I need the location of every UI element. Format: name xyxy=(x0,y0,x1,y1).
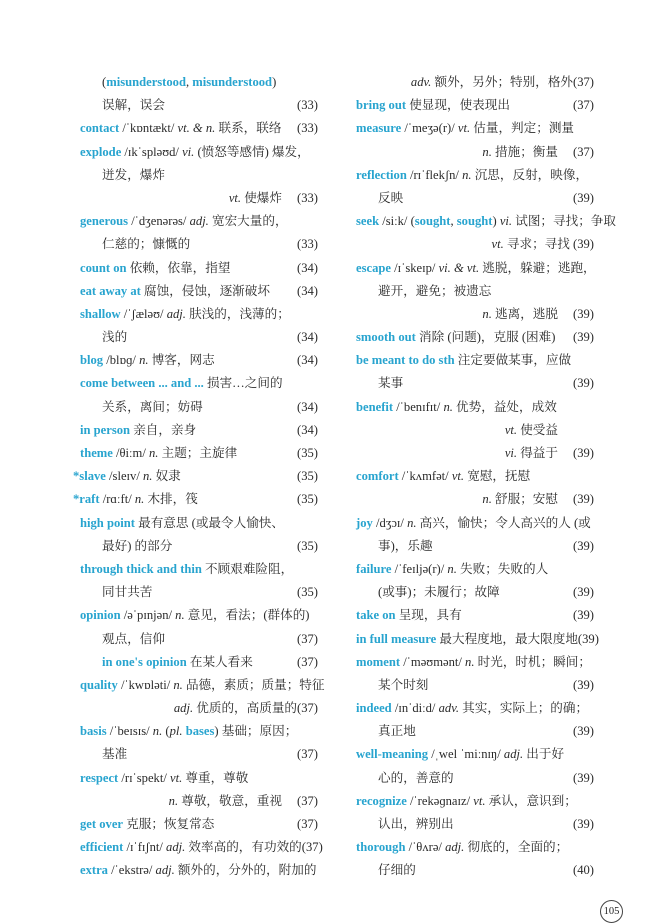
definition-text: , xyxy=(185,75,193,89)
part-of-speech: vt. xyxy=(504,422,518,437)
vocab-line xyxy=(80,257,318,280)
part-of-speech: vi. xyxy=(182,144,195,159)
definition-text: 呈现，具有 xyxy=(395,608,462,623)
definition-text: (或事)；未履行；故障 xyxy=(378,585,500,600)
definition-text: 最好) 的部分 xyxy=(102,538,173,553)
definition-text: /ˈfeɪljə(r)/ xyxy=(391,561,448,576)
definition-text: 优质的，高质量的 xyxy=(193,701,298,716)
unit-page-ref: (39) xyxy=(573,608,594,623)
vocab-line xyxy=(80,790,318,813)
headword: take on xyxy=(356,608,396,623)
headword: extra xyxy=(80,863,108,878)
definition-text: 宽宏大量的， xyxy=(208,214,288,229)
definition-text: 估量，判定；测量 xyxy=(470,121,575,136)
part-of-speech: vi. xyxy=(504,446,518,460)
definition-text: ) xyxy=(272,75,277,89)
definition-text: /ɪnˈdiːd/ xyxy=(391,701,439,716)
part-of-speech: n. xyxy=(142,469,153,484)
headword: sought xyxy=(414,214,451,229)
part-of-speech: pl. xyxy=(169,724,183,739)
headword: *raft xyxy=(73,492,100,507)
definition-text: 出于好 xyxy=(523,747,565,762)
unit-page-ref: (34) xyxy=(297,399,318,414)
vocabulary-column-right xyxy=(356,71,616,883)
headword: comfort xyxy=(356,469,399,484)
definition-text: 意见，看法；(群体的) xyxy=(184,608,310,623)
vocab-line xyxy=(356,233,594,256)
headword: generous xyxy=(80,214,129,229)
headword: failure xyxy=(356,561,392,576)
headword: misunderstood xyxy=(192,75,273,89)
definition-text: 浅的 xyxy=(102,330,128,345)
definition-text: 高兴，愉快；令人高兴的人 (或 xyxy=(416,515,591,530)
vocab-line xyxy=(80,743,318,766)
part-of-speech: n. xyxy=(482,492,492,507)
unit-page-ref: (34) xyxy=(297,353,318,368)
unit-page-ref: (35) xyxy=(297,585,318,600)
headword: quality xyxy=(80,677,118,692)
definition-text: /rɪˈspekt/ xyxy=(118,770,170,785)
part-of-speech: n. xyxy=(149,446,159,460)
part-of-speech: n. xyxy=(407,515,417,530)
headword: in one's opinion xyxy=(102,654,187,669)
vocab-line xyxy=(356,71,594,94)
definition-text: 博客，网志 xyxy=(148,353,215,368)
vocab-line xyxy=(356,628,599,651)
definition-text: /əˈpɪnjən/ xyxy=(120,608,176,623)
vocab-line xyxy=(80,697,318,720)
unit-page-ref: (35) xyxy=(297,469,318,484)
vocab-line xyxy=(356,697,594,720)
vocab-line xyxy=(80,512,318,535)
unit-page-ref: (39) xyxy=(573,446,594,460)
unit-page-ref: (37) xyxy=(301,840,323,855)
part-of-speech: adj. xyxy=(166,306,186,321)
vocab-line xyxy=(80,141,318,164)
vocab-line xyxy=(356,187,594,210)
definition-text: 承认，意识到； xyxy=(485,793,577,808)
vocab-line xyxy=(356,720,594,743)
part-of-speech: adv. xyxy=(410,75,432,89)
vocab-line xyxy=(356,280,594,303)
definition-text: 尊重，尊敬 xyxy=(182,770,249,785)
headword: misunderstood xyxy=(106,75,186,89)
definition-text: 寻求；寻找 xyxy=(503,237,574,252)
headword: sought xyxy=(456,214,493,229)
headword: moment xyxy=(356,654,401,669)
vocab-line xyxy=(80,396,318,419)
unit-page-ref: (39) xyxy=(573,538,594,553)
unit-page-ref: (33) xyxy=(297,121,318,136)
vocab-line xyxy=(80,419,318,442)
headword: in full measure xyxy=(356,631,437,646)
definition-text: 关系，离间；妨碍 xyxy=(102,399,203,414)
definition-text: 事)，乐趣 xyxy=(378,538,433,553)
headword: efficient xyxy=(80,840,124,855)
vocab-line xyxy=(356,581,594,604)
definition-text: /blɒɡ/ xyxy=(103,353,140,368)
definition-text: /ɪˈskeɪp/ xyxy=(390,260,439,275)
unit-page-ref: (39) xyxy=(573,306,594,321)
definition-text: /sleɪv/ xyxy=(105,469,143,484)
unit-page-ref: (33) xyxy=(297,98,318,113)
vocab-line xyxy=(80,280,318,303)
unit-page-ref: (37) xyxy=(297,817,318,831)
definition-text: /ˈmeʒə(r)/ xyxy=(401,121,458,136)
vocab-line xyxy=(80,767,318,790)
headword: basis xyxy=(80,724,107,739)
vocab-line xyxy=(356,604,594,627)
vocab-line xyxy=(356,326,594,349)
definition-text: 联系，联络 xyxy=(215,121,282,136)
unit-page-ref: (35) xyxy=(297,538,318,553)
definition-text: 仔细的 xyxy=(378,863,416,878)
headword: bring out xyxy=(356,98,407,113)
unit-page-ref: (39) xyxy=(577,631,599,646)
vocab-line xyxy=(356,674,594,697)
headword: eat away at xyxy=(80,283,141,298)
definition-text: 措施；衡量 xyxy=(491,144,558,159)
part-of-speech: vt. & n. xyxy=(177,121,216,136)
vocab-line xyxy=(80,836,323,859)
headword: well-meaning xyxy=(356,747,429,762)
headword: thorough xyxy=(356,840,406,855)
unit-page-ref: (39) xyxy=(573,770,594,785)
vocab-line xyxy=(80,71,318,94)
unit-page-ref: (37) xyxy=(297,654,318,669)
definition-text: /ˈʃæləʊ/ xyxy=(120,306,167,321)
unit-page-ref: (39) xyxy=(573,330,594,345)
vocab-line xyxy=(80,651,318,674)
vocab-line xyxy=(80,303,318,326)
unit-page-ref: (39) xyxy=(573,237,594,252)
vocab-line xyxy=(80,604,318,627)
page-number: 105 xyxy=(600,900,623,923)
vocab-line xyxy=(80,164,318,187)
definition-text: /ˈekstrə/ xyxy=(107,863,156,878)
headword: count on xyxy=(80,260,127,275)
part-of-speech: n. xyxy=(175,608,185,623)
headword: in person xyxy=(80,422,131,437)
part-of-speech: vi. xyxy=(499,214,513,229)
headword: explode xyxy=(80,144,122,159)
unit-page-ref: (34) xyxy=(297,422,318,437)
unit-page-ref: (35) xyxy=(297,446,318,460)
definition-text: 某事 xyxy=(378,376,404,391)
definition-text: /rɑːft/ xyxy=(99,492,135,507)
definition-text: 品德，素质；质量；特征 xyxy=(182,677,325,692)
definition-text: ( xyxy=(102,75,107,89)
headword: measure xyxy=(356,121,402,136)
vocab-line xyxy=(356,164,594,187)
vocab-line xyxy=(356,257,594,280)
headword: blog xyxy=(80,353,104,368)
unit-page-ref: (34) xyxy=(297,330,318,345)
definition-text: 注定要做某事，应做 xyxy=(454,353,572,368)
vocab-line xyxy=(356,303,594,326)
unit-page-ref: (37) xyxy=(297,701,318,716)
vocab-line xyxy=(356,141,594,164)
part-of-speech: vt. xyxy=(451,469,465,484)
part-of-speech: adj. xyxy=(503,747,524,762)
unit-page-ref: (39) xyxy=(573,376,594,391)
part-of-speech: n. xyxy=(443,399,453,414)
definition-text: 彻底的，全面的； xyxy=(464,840,569,855)
definition-text: 试图；寻找；争取 xyxy=(512,214,616,229)
definition-text: 使显现，使表现出 xyxy=(406,98,510,113)
definition-text: 宽慰，抚慰 xyxy=(464,469,531,484)
vocab-line xyxy=(356,813,594,836)
vocab-line xyxy=(356,535,594,558)
definition-text: 某个时刻 xyxy=(378,677,429,692)
definition-text: 肤浅的，浅薄的； xyxy=(185,306,290,321)
part-of-speech: adj. xyxy=(166,840,186,855)
vocab-line xyxy=(80,558,318,581)
definition-text: 不顾艰难险阻， xyxy=(201,561,294,576)
headword: smooth out xyxy=(356,330,416,345)
definition-text: 认出，辨别出 xyxy=(378,817,454,831)
part-of-speech: n. xyxy=(482,306,492,321)
definition-text: 主题；主旋律 xyxy=(158,446,238,460)
definition-text: 奴隶 xyxy=(152,469,181,484)
unit-page-ref: (40) xyxy=(573,863,594,878)
vocab-line xyxy=(80,720,318,743)
headword: escape xyxy=(356,260,391,275)
unit-page-ref: (37) xyxy=(297,631,318,646)
unit-page-ref: (34) xyxy=(297,283,318,298)
part-of-speech: n. xyxy=(447,561,457,576)
definition-text: /ˈkwɒləti/ xyxy=(117,677,174,692)
definition-text: 克服；恢复常态 xyxy=(123,817,215,831)
headword: get over xyxy=(80,817,124,831)
unit-page-ref: (33) xyxy=(297,190,318,205)
definition-text: 真正地 xyxy=(378,724,416,739)
vocab-line xyxy=(356,349,594,372)
vocab-line xyxy=(356,117,594,140)
part-of-speech: vt. xyxy=(170,770,183,785)
vocab-line xyxy=(80,535,318,558)
part-of-speech: n. xyxy=(173,677,183,692)
unit-page-ref: (37) xyxy=(573,144,594,159)
vocab-line xyxy=(80,813,318,836)
headword: come between ... and ... xyxy=(80,376,204,391)
vocab-line xyxy=(356,465,594,488)
part-of-speech: n. xyxy=(152,724,163,739)
vocab-line xyxy=(80,628,318,651)
vocab-line xyxy=(356,859,594,882)
definition-text: 额外的，分外的，附加的 xyxy=(174,863,317,878)
definition-text: /ˈrekəɡnaɪz/ xyxy=(406,793,474,808)
vocab-line xyxy=(80,581,318,604)
definition-text: /siːk/ ( xyxy=(379,214,415,229)
definition-text: ) xyxy=(492,214,500,229)
vocab-line xyxy=(356,651,594,674)
headword: opinion xyxy=(80,608,121,623)
part-of-speech: vt. xyxy=(491,237,504,252)
unit-page-ref: (37) xyxy=(297,747,318,762)
part-of-speech: n. xyxy=(139,353,149,368)
definition-text: 基准 xyxy=(102,747,128,762)
headword: shallow xyxy=(80,306,121,321)
part-of-speech: n. xyxy=(465,654,475,669)
definition-text: 避开，避免；被遗忘 xyxy=(378,283,492,298)
unit-page-ref: (33) xyxy=(297,237,318,252)
definition-text: 使受益 xyxy=(517,422,571,437)
headword: bases xyxy=(185,724,215,739)
headword: benefit xyxy=(356,399,394,414)
vocab-line xyxy=(356,442,594,465)
definition-text: 依赖，依靠，指望 xyxy=(126,260,231,275)
vocab-line xyxy=(80,674,325,697)
unit-page-ref: (37) xyxy=(297,793,318,808)
part-of-speech: vt. xyxy=(228,190,242,205)
definition-text: (愤怒等感情) 爆发， xyxy=(194,144,310,159)
part-of-speech: adj. xyxy=(155,863,175,878)
definition-text: 误解，误会 xyxy=(102,98,165,113)
vocab-line xyxy=(80,442,318,465)
vocab-line xyxy=(80,94,318,117)
definition-text: 腐蚀，侵蚀，逐渐破坏 xyxy=(140,283,270,298)
headword: seek xyxy=(356,214,380,229)
unit-page-ref: (37) xyxy=(573,98,594,113)
definition-text: /ɪkˈspləʊd/ xyxy=(121,144,183,159)
unit-page-ref: (39) xyxy=(573,724,594,739)
definition-text: /ɪˈfɪʃnt/ xyxy=(123,840,167,855)
headword: recognize xyxy=(356,793,407,808)
unit-page-ref: (39) xyxy=(573,585,594,600)
definition-text: /θiːm/ xyxy=(112,446,149,460)
part-of-speech: adj. xyxy=(173,701,194,716)
headword: joy xyxy=(356,515,373,530)
vocab-line xyxy=(80,859,318,882)
definition-text: /ˈməʊmənt/ xyxy=(400,654,466,669)
vocab-line xyxy=(356,558,594,581)
unit-page-ref: (37) xyxy=(573,75,594,89)
unit-page-ref: (39) xyxy=(573,190,594,205)
vocab-line xyxy=(80,187,318,210)
definition-text: 失败；失败的人 xyxy=(456,561,549,576)
definition-text: 逃脱，躲避；逃跑， xyxy=(479,260,596,275)
definition-text: 时光，时机；瞬间； xyxy=(474,654,591,669)
headword: indeed xyxy=(356,701,392,716)
vocab-line xyxy=(356,419,594,442)
part-of-speech: vt. xyxy=(473,793,486,808)
unit-page-ref: (39) xyxy=(573,677,594,692)
unit-page-ref: (35) xyxy=(297,492,318,507)
vocab-line xyxy=(356,210,616,233)
headword: respect xyxy=(80,770,119,785)
definition-text: 亲自，亲身 xyxy=(130,422,197,437)
headword: theme xyxy=(80,446,113,460)
definition-text: 反映 xyxy=(378,190,404,205)
definition-text: /ˈθʌrə/ xyxy=(405,840,446,855)
vocab-line xyxy=(356,94,594,117)
definition-text: 使爆炸 xyxy=(241,190,282,205)
definition-text: 效率高的，有功效的 xyxy=(185,840,302,855)
vocabulary-column-left xyxy=(73,71,325,883)
definition-text: 木排，筏 xyxy=(144,492,198,507)
vocab-line xyxy=(80,326,318,349)
definition-text: /ˈdʒenərəs/ xyxy=(128,214,190,229)
part-of-speech: n. xyxy=(134,492,145,507)
definition-text: 逃离，逃脱 xyxy=(491,306,558,321)
headword: contact xyxy=(80,121,120,136)
part-of-speech: n. xyxy=(462,167,472,182)
definition-text: /ˈbenɪfɪt/ xyxy=(393,399,444,414)
definition-text: , xyxy=(450,214,457,229)
definition-text: ( xyxy=(162,724,170,739)
headword: be meant to do sth xyxy=(356,353,455,368)
definition-text: 同甘共苦 xyxy=(102,585,153,600)
vocab-line xyxy=(356,488,594,511)
definition-text: /ˌwel ˈmiːnɪŋ/ xyxy=(428,747,504,762)
part-of-speech: adv. xyxy=(438,701,459,716)
definition-text: 仁慈的；慷慨的 xyxy=(102,237,191,252)
vocab-line xyxy=(356,372,594,395)
unit-page-ref: (39) xyxy=(573,492,594,507)
vocab-line xyxy=(73,465,318,488)
part-of-speech: vt. xyxy=(457,121,471,136)
definition-text: /ˈbeɪsɪs/ xyxy=(106,724,153,739)
part-of-speech: n. xyxy=(482,144,492,159)
vocab-line xyxy=(356,396,594,419)
definition-text: 心的，善意的 xyxy=(378,770,454,785)
headword: high point xyxy=(80,515,135,530)
vocab-line xyxy=(356,512,594,535)
definition-text: 在某人看来 xyxy=(186,654,253,669)
definition-text: 观点，信仰 xyxy=(102,631,165,646)
part-of-speech: n. xyxy=(168,793,179,808)
definition-text: /ˈkʌmfət/ xyxy=(398,469,452,484)
definition-text: 舒服；安慰 xyxy=(491,492,558,507)
definition-text: 最大程度地，最大限度地 xyxy=(436,631,578,646)
definition-text: 最有意思 (或最令人愉快、 xyxy=(134,515,284,530)
definition-text: /dʒɔɪ/ xyxy=(372,515,408,530)
vocab-line xyxy=(356,743,594,766)
definition-text: /rɪˈflekʃn/ xyxy=(406,167,463,182)
headword: through thick and thin xyxy=(80,561,202,576)
definition-text: 优势，益处，成效 xyxy=(452,399,557,414)
vocab-line xyxy=(356,790,594,813)
part-of-speech: vi. & vt. xyxy=(438,260,480,275)
definition-text: 得益于 xyxy=(517,446,571,460)
vocab-line xyxy=(80,210,318,233)
headword: *slave xyxy=(73,469,106,484)
vocab-line xyxy=(80,117,318,140)
vocab-line xyxy=(80,349,318,372)
headword: reflection xyxy=(356,167,407,182)
part-of-speech: adj. xyxy=(189,214,209,229)
definition-text: 额外，另外；特别，格外 xyxy=(431,75,574,89)
part-of-speech: adj. xyxy=(445,840,465,855)
definition-text: 其实，实际上；的确； xyxy=(459,701,589,716)
unit-page-ref: (39) xyxy=(573,817,594,831)
unit-page-ref: (34) xyxy=(297,260,318,275)
vocab-line xyxy=(73,488,318,511)
vocab-line xyxy=(80,372,318,395)
vocab-line xyxy=(80,233,318,256)
vocab-line xyxy=(356,836,594,859)
definition-text: 尊敬，敬意，重视 xyxy=(178,793,282,808)
definition-text: 迸发，爆炸 xyxy=(102,167,165,182)
definition-text: 消除 (问题)，克服 (困难) xyxy=(415,330,556,345)
definition-text: /ˈkɒntækt/ xyxy=(119,121,178,136)
definition-text: ) 基础；原因； xyxy=(214,724,298,739)
vocab-line xyxy=(356,767,594,790)
definition-text: 沉思，反射，映像， xyxy=(471,167,589,182)
definition-text: 损害…之间的 xyxy=(203,376,283,391)
